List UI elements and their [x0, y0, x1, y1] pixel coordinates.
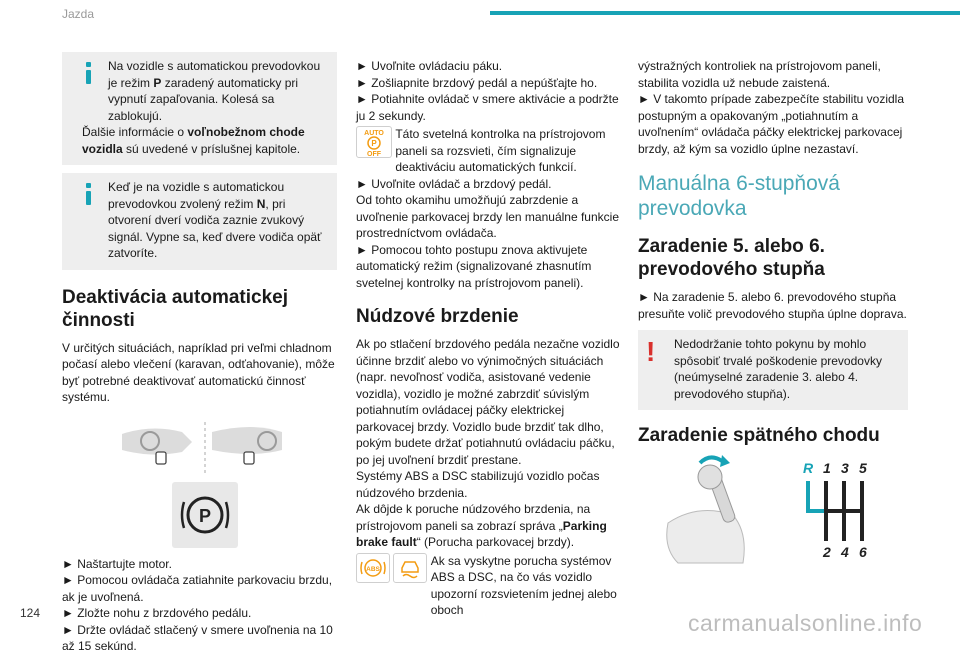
column-1: [62, 52, 337, 655]
heading-deactivation: Deaktivácia automatickej činnosti: [62, 286, 289, 331]
warning-note: [638, 330, 908, 410]
mode-n: N: [256, 196, 266, 211]
note-bold: voľnobežnom chode vozidla: [82, 125, 305, 156]
svg-text:P: P: [198, 505, 212, 526]
emergency-body-2: Systémy ABS a DSC stabilizujú vozidlo počas núdzového brzdenia.: [356, 469, 600, 500]
manual-note: Od tohto okamihu umožňujú zabrzdenie a uvoľnenie parkovacej brzdy len manuálne funkcie prostredníctvom ovládača.: [356, 193, 619, 240]
step-4: ► Držte ovládač stlačený v smere uvoľnenia na 10 až 15 sekúnd.: [62, 622, 333, 653]
svg-text:ABS: ABS: [366, 565, 380, 573]
svg-text:5: 5: [859, 460, 867, 476]
step-8: ► Uvoľnite ovládač a brzdový pedál.: [356, 176, 552, 191]
heading-emergency-braking: Núdzové brzdenie: [356, 306, 519, 327]
auto-off-lamp-icon: [356, 126, 392, 158]
intro-text: V určitých situáciách, napríklad pri veľmi chladnom počasí alebo vlečení (karavan, odťahovanie), môže byť potrebné deaktivovať automatickú činnosť systému.: [62, 340, 335, 404]
page-number: 124: [20, 606, 41, 620]
svg-text:2: 2: [823, 544, 831, 560]
svg-text:3: 3: [841, 460, 849, 476]
step-7: ► Potiahnite ovládač v smere aktivácie a podržte ju 2 sekundy.: [356, 92, 619, 123]
lamp-description: Táto svetelná kontrolka na prístrojovom paneli sa rozsvieti, čím signalizuje deaktiváciu automatických funkcií.: [395, 127, 606, 174]
mode-p: P: [153, 75, 162, 90]
info-icon: [86, 62, 91, 84]
continued-text: výstražných kontroliek na prístrojovom paneli, stabilita vozidla už nebude zaistená.: [638, 59, 881, 90]
svg-text:R: R: [803, 460, 814, 476]
note-text: Ďalšie informácie o: [82, 125, 188, 139]
note-text: sú uvedené v príslušnej kapitole.: [122, 141, 301, 156]
emergency-body-3: Ak dôjde k poruche núdzového brzdenia, na prístrojovom paneli sa zobrazí správa „Parking brake fault“ (Porucha parkovacej brzdy).: [356, 502, 607, 549]
step-1: ► Naštartujte motor.: [62, 556, 172, 571]
fault-message: Parking brake fault: [356, 518, 607, 549]
step-9: ► Pomocou tohto postupu znova aktivujete automatický režim (signalizované zhasnutím svetelnej kontrolky na prístrojovom paneli).: [356, 242, 592, 290]
heading-reverse: Zaradenie spätného chodu: [638, 425, 880, 446]
dashboard-lever-illustration: [62, 414, 337, 554]
note-text: , pri otvorení dverí vodiča zaznie zvukový signál. Vypne sa, keď dvere vodiča opäť zatvoríte.: [108, 196, 322, 260]
emergency-body: Ak po stlačení brzdového pedála nezačne vozidlo účinne brzdiť alebo vo výnimočných situáciách (napr. nevoľnosť vodiča, asistované vedenie vozidla), vozidlo je možné zabrzdiť súvislým potiahnutím ovládacej páčky elektrickej parkovacej brzdy. Vozidlo bude brzdiť tak dlho, pokým budete držať potiahnutú ovládaciu páčku, po jej uvoľnení brzdiť prestane.: [356, 337, 620, 467]
dsc-lamp-icon: [393, 553, 427, 583]
step-5: ► Uvoľnite ovládaciu páku.: [356, 59, 503, 73]
column-2: [356, 58, 622, 619]
info-note-neutral: [62, 173, 337, 270]
warning-text: Nedodržanie tohto pokynu by mohlo spôsobiť trvalé poškodenie prevodovky (neúmyselné zaradenie 3. alebo 4. prevodového stupňa).: [674, 337, 882, 401]
info-icon: [86, 183, 91, 205]
svg-text:P: P: [371, 139, 377, 148]
svg-text:OFF: OFF: [367, 151, 381, 157]
step-2: ► Pomocou ovládača zatiahnite parkovaciu brzdu, ak je uvoľnená.: [62, 573, 333, 604]
step-3: ► Zložte nohu z brzdového pedálu.: [62, 606, 252, 620]
svg-text:6: 6: [859, 544, 867, 560]
note-text: zaradený automaticky pri vypnutí zapaľovania. Kolesá sa zablokujú.: [108, 75, 299, 123]
svg-text:AUTO: AUTO: [364, 130, 384, 137]
reverse-gear-illustration: [638, 453, 908, 573]
column-3: [638, 58, 908, 573]
warning-icon: !: [646, 336, 656, 367]
heading-manual-gearbox: Manuálna 6-stupňová prevodovka: [638, 172, 840, 220]
section-title: Jazda: [62, 7, 95, 21]
abs-description: Ak sa vyskytne porucha systémov ABS a DSC, na čo vás vozidlo upozorní rozsvietením jednej alebo oboch: [430, 553, 617, 617]
stability-step: ► V takomto prípade zabezpečíte stabilitu vozidla postupným a opakovaným „potiahnutím a uvoľnením“ ovládača páčky elektrickej parkovacej brzdy, až kým sa vozidlo úplne nezastaví.: [638, 92, 905, 156]
note-text: Na vozidle s automatickou prevodovkou je režim: [108, 59, 321, 90]
page-header: [0, 0, 960, 40]
step-6: ► Zošliapnite brzdový pedál a nepúšťajte ho.: [356, 75, 598, 90]
watermark: carmanualsonline.info: [688, 610, 923, 636]
heading-gear-5-6: Zaradenie 5. alebo 6. prevodového stupňa: [638, 236, 825, 280]
info-note-park: [62, 52, 337, 165]
abs-lamp-icon: [356, 553, 390, 583]
svg-text:1: 1: [823, 460, 831, 476]
note-text: Keď je na vozidle s automatickou prevodovkou zvolený režim: [108, 180, 285, 211]
svg-text:4: 4: [841, 544, 849, 560]
gear-step: ► Na zaradenie 5. alebo 6. prevodového stupňa presuňte volič prevodového stupňa úplne doprava.: [638, 290, 907, 321]
header-accent-bar: [490, 11, 960, 15]
